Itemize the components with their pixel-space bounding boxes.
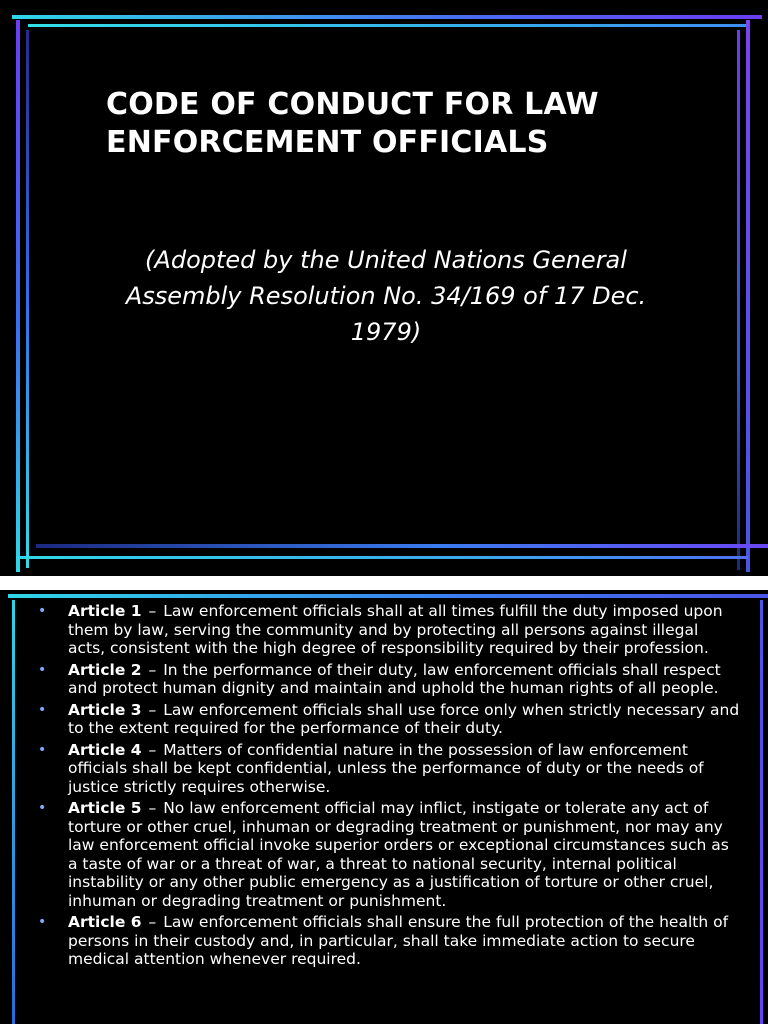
article-dash: – (148, 700, 157, 719)
bullet-icon: • (38, 741, 47, 758)
article-item (28, 799, 740, 910)
slide-title-line-2: ENFORCEMENT OFFICIALS (106, 125, 549, 160)
slide-subtitle (80, 242, 692, 350)
article-item (28, 602, 740, 658)
bullet-icon: • (38, 701, 47, 718)
slide-subtitle-line-3: 1979) (350, 318, 422, 346)
article-text: Law enforcement officials shall use force only when strictly necessary and to the extent required for the performance of their duty. (68, 700, 740, 737)
bullet-icon: • (38, 800, 47, 816)
article-label: Article 1 (68, 602, 142, 620)
frame-line-top-outer (12, 15, 762, 19)
bullet-icon: • (38, 661, 47, 678)
slide-subtitle-line-2: Assembly Resolution No. 34/169 of 17 Dec. (125, 282, 647, 310)
articles-slide (0, 590, 768, 1024)
article-label: Article 3 (68, 700, 142, 719)
article-item (28, 661, 740, 698)
article-text: No law enforcement official may inflict, instigate or tolerate any act of torture or other cruel, inhuman or degrading treatment or punishment, nor may any law enforcement official invoke superior orders or exceptional circumstances such as a taste of war or a threat of war, a threat to national security, internal political instability or any other public emergency as a justification of torture or other cruel, inhuman or degrading treatment or punishment. (68, 799, 729, 910)
articles-list (28, 602, 740, 972)
article-label: Article 4 (68, 740, 142, 759)
bullet-icon: • (38, 603, 47, 619)
article-text: Law enforcement officials shall ensure the full protection of the health of persons in their custody and, in particular, shall take immediate action to secure medical attention whenever required. (68, 913, 729, 968)
article-item (28, 701, 740, 738)
slide-title-line-1: CODE OF CONDUCT FOR LAW (106, 87, 599, 122)
frame-line-top (8, 594, 768, 598)
article-item (28, 741, 740, 797)
article-text: Matters of confidential nature in the possession of law enforcement officials shall be kept confidential, unless the performance of duty or the needs of justice strictly requires otherwise. (68, 740, 704, 796)
article-item (28, 913, 740, 969)
frame-line-left-inner (26, 30, 29, 568)
article-dash: – (148, 660, 157, 679)
frame-line-left (12, 600, 15, 1024)
frame-line-bottom-upper (36, 544, 768, 548)
article-dash: – (148, 602, 157, 620)
article-label: Article 2 (68, 660, 142, 679)
frame-line-bottom-lower (16, 556, 748, 559)
article-dash: – (148, 913, 157, 931)
slide-subtitle-line-1: (Adopted by the United Nations General (145, 246, 627, 274)
article-dash: – (148, 799, 157, 817)
article-text: Law enforcement officials shall at all times fulfill the duty imposed upon them by law, serving the community and by protecting all persons against illegal acts, consistent with the high degree of responsibility required by their profession. (68, 602, 723, 657)
frame-line-top-inner (28, 24, 748, 27)
frame-line-left-outer (16, 20, 20, 572)
article-text: In the performance of their duty, law enforcement officials shall respect and protect human dignity and maintain and uphold the human rights of all people. (68, 660, 721, 697)
article-label: Article 6 (68, 913, 142, 931)
frame-line-right (760, 600, 763, 1024)
frame-line-right-outer (746, 20, 750, 572)
article-label: Article 5 (68, 799, 142, 817)
frame-line-right-inner (737, 30, 740, 570)
article-dash: – (148, 740, 157, 759)
slide-title (106, 86, 706, 162)
bullet-icon: • (38, 914, 47, 930)
